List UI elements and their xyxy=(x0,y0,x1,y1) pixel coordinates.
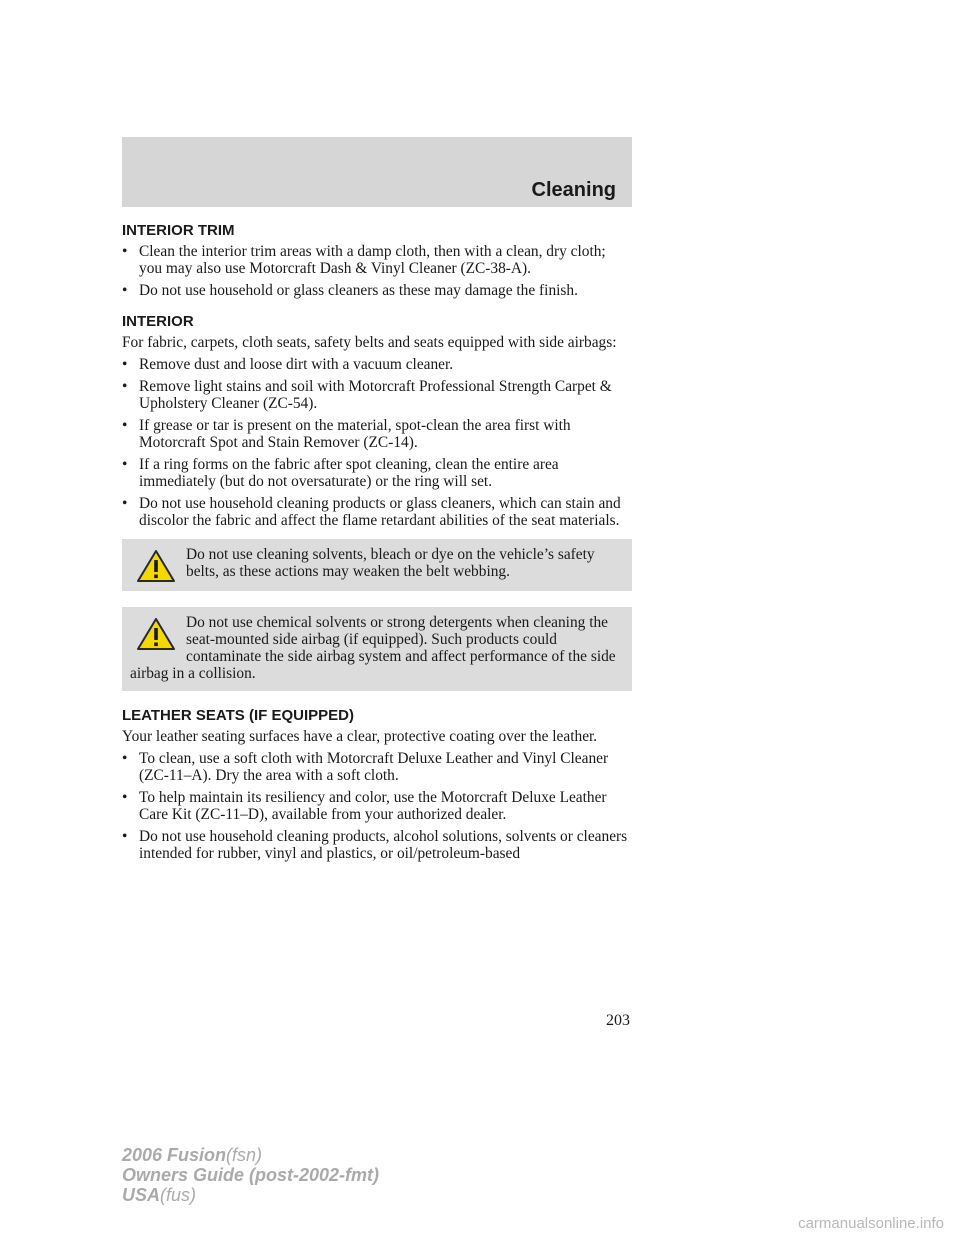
bullet-icon: • xyxy=(122,282,128,299)
bullet-list xyxy=(122,243,632,299)
warning-box xyxy=(122,539,632,591)
watermark: carmanualsonline.info xyxy=(798,1215,944,1232)
section-interior-trim xyxy=(122,222,632,299)
paragraph: For fabric, carpets, cloth seats, safety belts and seats equipped with side airbags: xyxy=(122,334,617,351)
page-content xyxy=(122,222,632,876)
bullet-icon: • xyxy=(122,417,128,434)
bullet-list xyxy=(122,750,632,862)
list-item: • To help maintain its resiliency and color, use the Motorcraft Deluxe Leather Care Kit (ZC-11–D), available from your authorized dealer. xyxy=(122,789,607,823)
list-item: • If a ring forms on the fabric after spot cleaning, clean the entire area immediately (but do not oversaturate) or the ring will set. xyxy=(122,456,559,490)
bullet-icon: • xyxy=(122,495,128,512)
bullet-icon: • xyxy=(122,828,128,845)
bullet-icon: • xyxy=(122,456,128,473)
warning-triangle-icon xyxy=(136,549,176,583)
list-item: • If grease or tar is present on the material, spot-clean the area first with Motorcraft Spot and Stain Remover (ZC-14). xyxy=(122,417,571,451)
list-item: • Do not use household cleaning products, alcohol solutions, solvents or cleaners intended for rubber, vinyl and plastics, or oil/petroleum-based xyxy=(122,828,628,862)
list-item: • Do not use household cleaning products or glass cleaners, which can stain and discolor the fabric and affect the flame retardant abilities of the seat materials. xyxy=(122,495,621,529)
page-title: Cleaning xyxy=(531,179,616,201)
list-item: • Do not use household or glass cleaners as these may damage the finish. xyxy=(122,282,578,299)
warning-text: Do not use cleaning solvents, bleach or dye on the vehicle’s safety belts, as these actions may weaken the belt webbing. xyxy=(186,546,595,580)
section-heading: INTERIOR xyxy=(122,313,194,330)
list-item: • Remove dust and loose dirt with a vacuum cleaner. xyxy=(122,356,454,373)
bullet-icon: • xyxy=(122,789,128,806)
section-heading: INTERIOR TRIM xyxy=(122,222,235,239)
list-item: • Remove light stains and soil with Motorcraft Professional Strength Carpet & Upholstery Cleaner (ZC-54). xyxy=(122,378,612,412)
list-item: • Clean the interior trim areas with a damp cloth, then with a clean, dry cloth; you may also use Motorcraft Dash & Vinyl Cleaner (ZC-38-A). xyxy=(122,243,606,277)
bullet-icon: • xyxy=(122,356,128,373)
bullet-icon: • xyxy=(122,243,128,260)
document-footer xyxy=(122,1145,379,1205)
section-interior xyxy=(122,313,632,691)
warning-box xyxy=(122,607,632,691)
section-leather-seats xyxy=(122,707,632,862)
list-item: • To clean, use a soft cloth with Motorcraft Deluxe Leather and Vinyl Cleaner (ZC-11–A). Dry the area with a soft cloth. xyxy=(122,750,609,784)
paragraph: Your leather seating surfaces have a clear, protective coating over the leather. xyxy=(122,728,598,745)
footer-line-market: USA(fus) xyxy=(122,1185,197,1205)
bullet-list xyxy=(122,356,632,529)
footer-line-guide: Owners Guide (post-2002-fmt) xyxy=(122,1165,380,1185)
section-heading: LEATHER SEATS (IF EQUIPPED) xyxy=(122,707,354,724)
warning-triangle-icon xyxy=(136,617,176,651)
bullet-icon: • xyxy=(122,378,128,395)
page-number: 203 xyxy=(606,1012,630,1029)
footer-line-model: 2006 Fusion(fsn) xyxy=(122,1145,263,1165)
header-band xyxy=(122,137,632,207)
bullet-icon: • xyxy=(122,750,128,767)
warning-text: Do not use chemical solvents or strong detergents when cleaning the seat-mounted side airbag (if equipped). Such products could contaminate the side airbag system and affect performance of the side airbag in a collision. xyxy=(130,614,616,682)
